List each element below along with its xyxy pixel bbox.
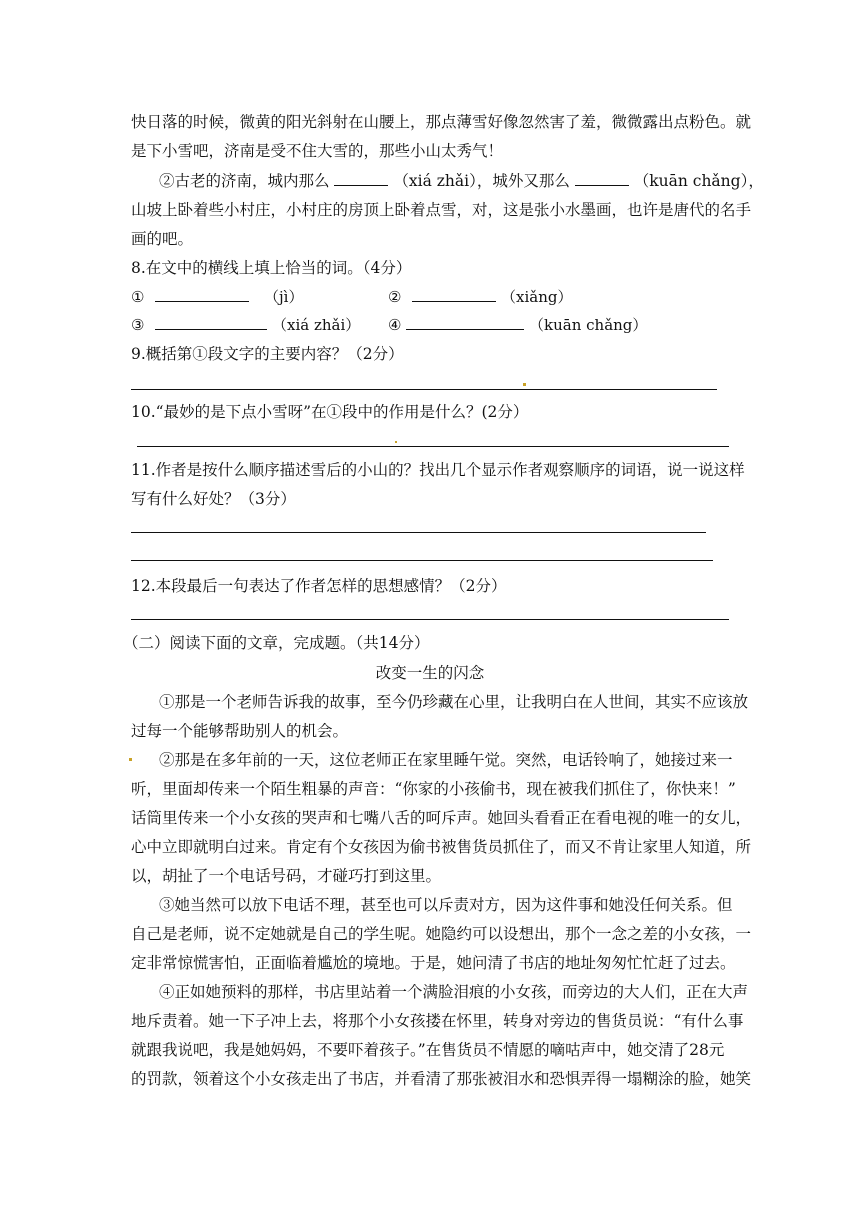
speck-mark [523,383,526,386]
paragraph-line: 自己是老师，说不定她就是自己的学生呢。她隐约可以设想出，那个一念之差的小女孩，一 [131,925,752,943]
paragraph-line: 地斥责着。她一下子冲上去，将那个小女孩搂在怀里，转身对旁边的售货员说：“有什么事 [131,1012,744,1030]
question-8: 8.在文中的横线上填上恰当的词。（4分） [131,259,412,277]
question-12: 12.本段最后一句表达了作者怎样的思想感情？（2分） [131,577,507,595]
paragraph-line: 话筒里传来一个小女孩的哭声和七嘴八舌的呵斥声。她回头看看正在看电视的唯一的女儿， [131,809,752,827]
answer-line[interactable] [131,532,706,533]
passage-line: 山坡上卧着些小村庄，小村庄的房顶上卧着点雪，对，这是张小水墨画，也许是唐代的名手 [131,201,752,219]
q8-hint: （xiǎng） [501,288,573,306]
q8-item-1 [131,287,303,307]
section-heading: （二）阅读下面的文章，完成题。（共14分） [123,634,430,652]
answer-line[interactable] [131,389,717,390]
speck-mark [129,758,132,761]
question-11-line-2: 写有什么好处？（3分） [131,490,296,508]
q8-hint: （jì） [264,288,304,306]
q8-blank-2[interactable] [412,287,496,302]
q8-blank-3[interactable] [155,315,267,330]
passage-line-blanks [159,171,764,191]
q8-blank-4[interactable] [406,315,524,330]
paragraph-line: 以，胡扯了一个电话号码，才碰巧打到这里。 [131,867,442,885]
question-11-line-1: 11.作者是按什么顺序描述雪后的小山的？找出几个显示作者观察顺序的词语，说一说这样 [131,461,745,479]
paragraph-line: ②那是在多年前的一天，这位老师正在家里睡午觉。突然，电话铃响了，她接过来一 [159,751,733,769]
fill-blank-kuanchang[interactable] [575,171,629,186]
q8-blank-1[interactable] [155,287,249,302]
paragraph-line: 的罚款，领着这个小女孩走出了书店，并看清了那张被泪水和恐惧弄得一塌糊涂的脸，她笑 [131,1070,752,1088]
q8-label: ② [388,288,402,306]
q8-hint: （xiá zhǎi） [272,316,361,334]
paragraph-line: 心中立即就明白过来。肯定有个女孩因为偷书被售货员抓住了，而又不肯让家里人知道，所 [131,838,752,856]
paragraph-line: 听，里面却传来一个陌生粗暴的声音：“你家的小孩偷书，现在被我们抓住了，你快来！” [131,780,736,798]
passage-text: ②古老的济南，城内那么 [159,172,330,190]
question-9: 9.概括第①段文字的主要内容？（2分） [131,345,404,363]
paragraph-line: ④正如她预料的那样，书店里站着一个满脸泪痕的小女孩，而旁边的大人们，正在大声 [159,983,749,1001]
answer-line[interactable] [137,446,729,447]
paragraph-line: ③她当然可以放下电话不理，甚至也可以斥责对方，因为这件事和她没任何关系。但 [159,896,733,914]
paragraph-line: 定非常惊慌害怕，正面临着尴尬的境地。于是，她问清了书店的地址匆匆忙忙赶了过去。 [131,954,736,972]
fill-blank-xiazhai[interactable] [334,171,388,186]
passage-line: 画的吧。 [131,230,194,248]
answer-line[interactable] [131,560,713,561]
answer-line[interactable] [131,619,729,620]
q8-label: ④ [388,316,402,334]
passage-line: 快日落的时候，微黄的阳光斜射在山腰上，那点薄雪好像忽然害了羞，微微露出点粉色。就 [131,113,752,131]
paragraph-line: 就跟我说吧，我是她妈妈，不要吓着孩子。”在售货员不情愿的嘀咕声中，她交清了28元 [131,1041,725,1059]
q8-label: ① [131,288,145,306]
q8-label: ③ [131,316,145,334]
passage-line: 是下小雪吧，济南是受不住大雪的，那些小山太秀气！ [131,142,504,160]
article-title: 改变一生的闪念 [375,664,485,682]
q8-item-3 [131,315,360,335]
paragraph-line: 过每一个能够帮助别人的机会。 [131,722,349,740]
paragraph-line: ①那是一个老师告诉我的故事，至今仍珍藏在心里，让我明白在人世间，其实不应该放 [159,693,749,711]
q8-item-2 [388,287,572,307]
q8-hint: （kuān chǎng） [529,316,648,334]
question-10: 10.“最妙的是下点小雪呀”在①段中的作用是什么？(2分） [131,403,529,421]
passage-text: （kuān chǎng）， [633,172,764,190]
q8-item-4 [388,315,647,335]
speck-mark [395,441,397,443]
passage-text: （xiá zhǎi），城外又那么 [393,172,570,190]
